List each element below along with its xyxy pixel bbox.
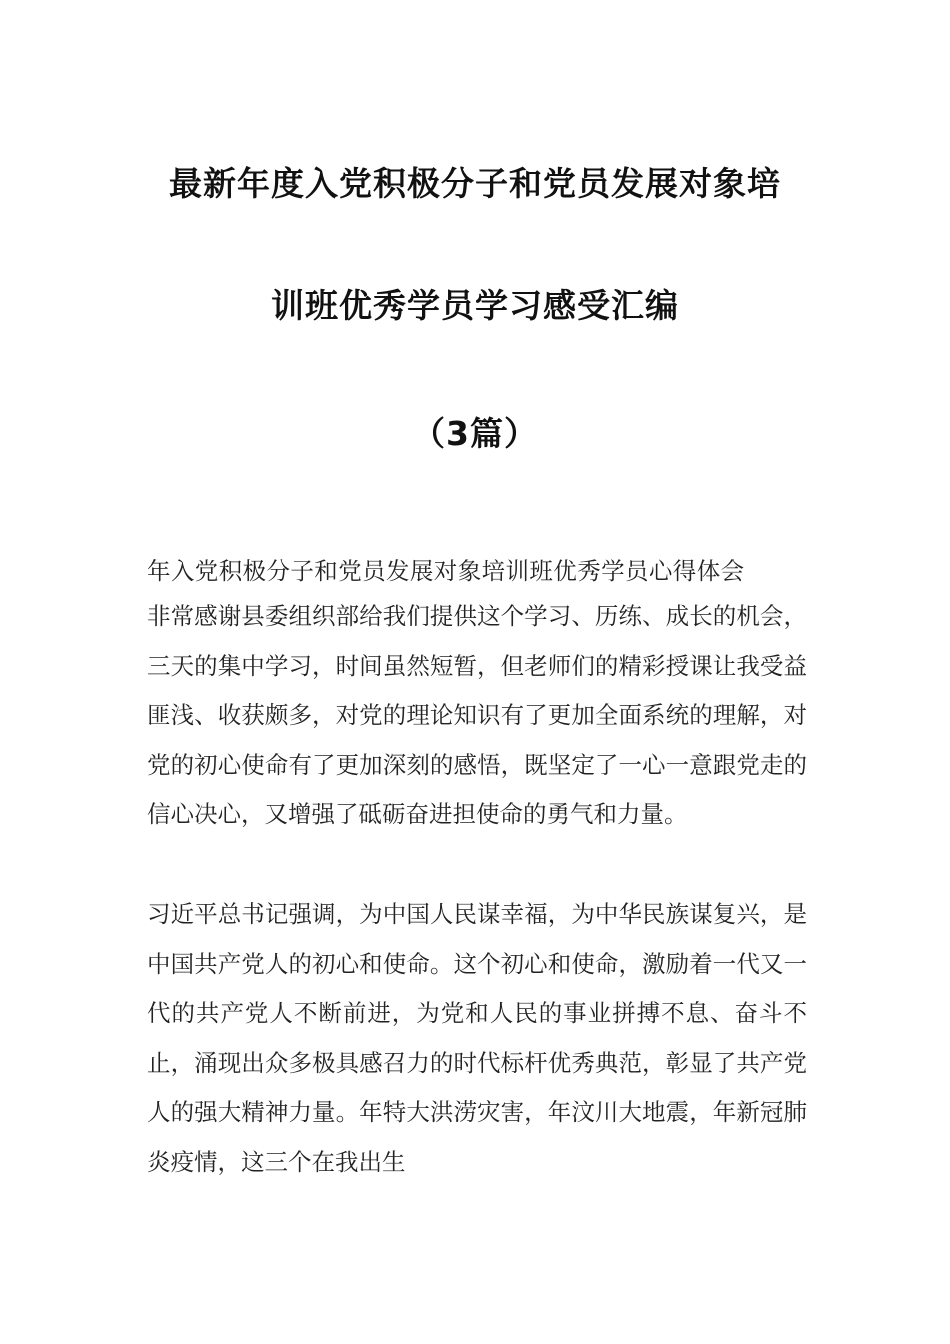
section-heading: 年入党积极分子和党员发展对象培训班优秀学员心得体会 [147,557,745,585]
document-title-line-2: 训班优秀学员学习感受汇编 [271,286,679,325]
paragraph-2: 习近平总书记强调，为中国人民谋幸福，为中华民族谋复兴，是中国共产党人的初心和使命。这个初心和使命，激励着一代又一代的共产党人不断前进，为党和人民的事业拼搏不息、奋斗不止，涌现出众多极具感召力的时代标杆优秀典范，彰显了共产党人的强大精神力量。年特大洪涝灾害，年汶川大地震，年新冠肺炎疫情，这三个在我出生 [147,900,807,1176]
document-title-line-1: 最新年度入党积极分子和党员发展对象培 [169,164,781,203]
paragraph-1: 非常感谢县委组织部给我们提供这个学习、历练、成长的机会，三天的集中学习，时间虽然短暂，但老师们的精彩授课让我受益匪浅、收获颇多，对党的理论知识有了更加全面系统的理解，对党的初心使命有了更加深刻的感悟，既坚定了一心一意跟党走的信心决心，又增强了砥砺奋进担使命的勇气和力量。 [147,602,807,829]
document-title-count: （3篇） [412,414,538,453]
